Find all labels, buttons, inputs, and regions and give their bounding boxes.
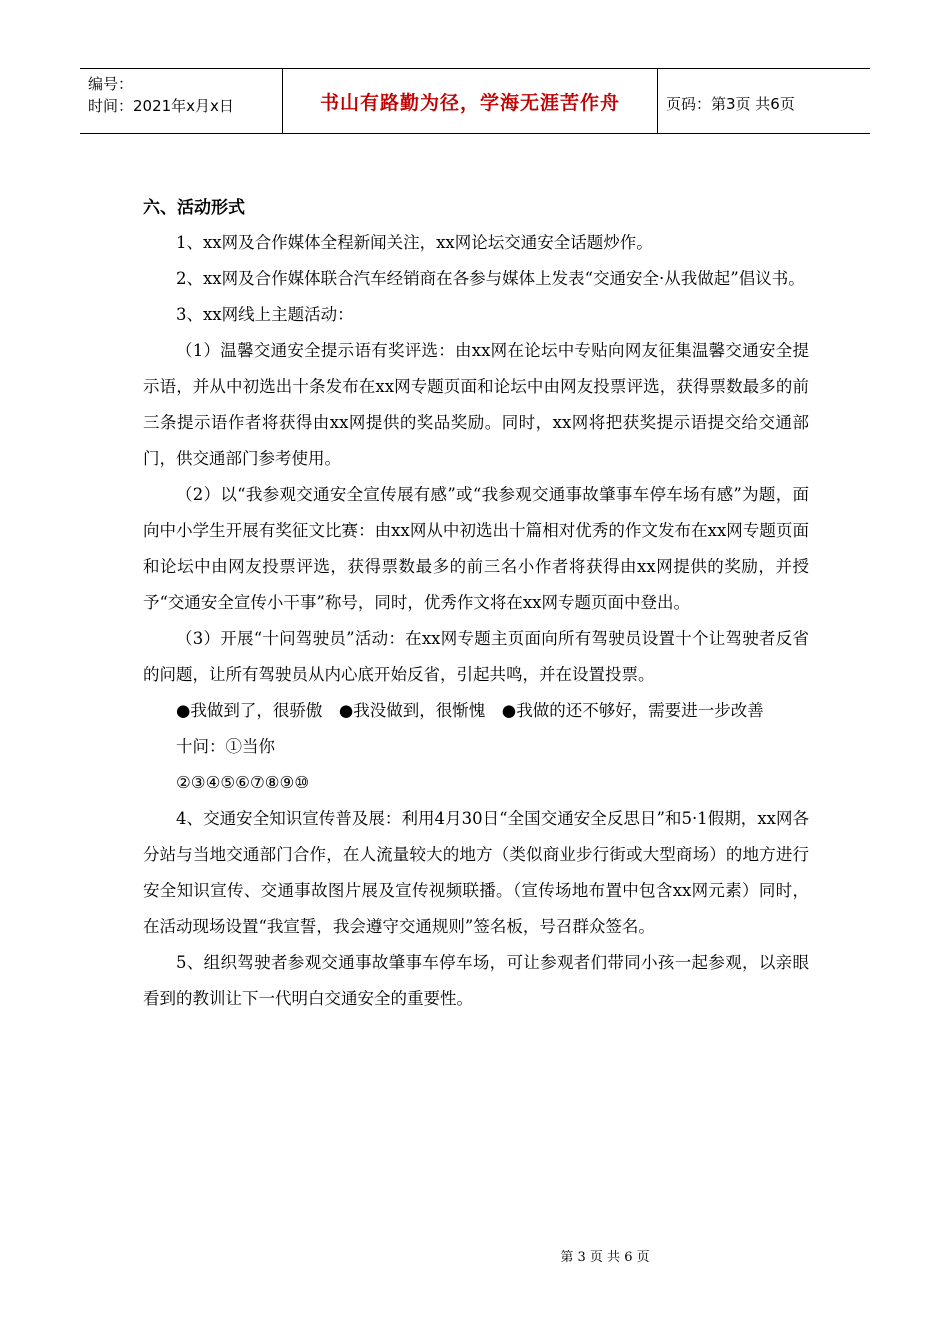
paragraph-item-3: 3、xx网线上主题活动： xyxy=(176,305,354,324)
paragraph-item-1: 1、xx网及合作媒体全程新闻关注，xx网论坛交通安全话题炒作。 xyxy=(176,233,653,252)
paragraph-item-4: 4、交通安全知识宣传普及展：利用4月30日“全国交通安全反思日”和5·1假期，xx网各分站与当地交通部门合作，在人流量较大的地方（类似商业步行街或大型商场）的地方进行安全知识宣传、交通事故图片展及宣传视频联播。（宣传场地布置中包含xx网元素）同时，在活动现场设置“我宣誓，我会遵守交通规则”签名板，号召群众签名。 xyxy=(143,809,809,936)
paragraph-item-5: 5、组织驾驶者参观交通事故肇事车停车场，可让参观者们带同小孩一起参观，以亲眼看到的教训让下一代明白交通安全的重要性。 xyxy=(143,953,809,1008)
document-date-label: 时间：2021年x月x日 xyxy=(88,97,234,115)
section-title: 六、活动形式 xyxy=(143,198,245,218)
page-header xyxy=(80,68,870,134)
question-numbers: ②③④⑤⑥⑦⑧⑨⑩ xyxy=(176,773,310,792)
document-number-label: 编号： xyxy=(88,75,134,93)
paragraph-subitem-3: （3）开展“十问驾驶员”活动：在xx网专题主页面向所有驾驶员设置十个让驾驶者反省的问题，让所有驾驶员从内心底开始反省，引起共鸣，并在设置投票。 xyxy=(143,629,809,684)
paragraph-item-2: 2、xx网及合作媒体联合汽车经销商在各参与媒体上发表“交通安全·从我做起”倡议书。 xyxy=(176,269,805,288)
header-motto-cell xyxy=(282,69,658,133)
paragraph-subitem-2: （2）以“我参观交通安全宣传展有感”或“我参观交通事故肇事车停车场有感”为题，面向中小学生开展有奖征文比赛：由xx网从中初选出十篇相对优秀的作文发布在xx网专题页面和论坛中由网友投票评选，获得票数最多的前三名小作者将获得由xx网提供的奖励，并授予“交通安全宣传小干事”称号，同时，优秀作文将在xx网专题页面中登出。 xyxy=(143,485,809,612)
header-page-code: 页码：第3页 共6页 xyxy=(666,95,795,113)
header-motto: 书山有路勤为径，学海无涯苦作舟 xyxy=(319,91,620,114)
page-footer: 第 3 页 共 6 页 xyxy=(560,1250,650,1265)
ten-questions-line: 十问：①当你 xyxy=(176,737,275,756)
header-info xyxy=(88,73,284,117)
document-body xyxy=(143,192,809,1017)
paragraph-subitem-1: （1）温馨交通安全提示语有奖评选：由xx网在论坛中专贴向网友征集温馨交通安全提示语，并从中初选出十条发布在xx网专题页面和论坛中由网友投票评选，获得票数最多的前三条提示语作者将获得由xx网提供的奖品奖励。同时，xx网将把获奖提示语提交给交通部门，供交通部门参考使用。 xyxy=(143,341,809,468)
vote-options: ●我做到了，很骄傲 ●我没做到，很惭愧 ●我做的还不够好，需要进一步改善 xyxy=(176,701,764,720)
